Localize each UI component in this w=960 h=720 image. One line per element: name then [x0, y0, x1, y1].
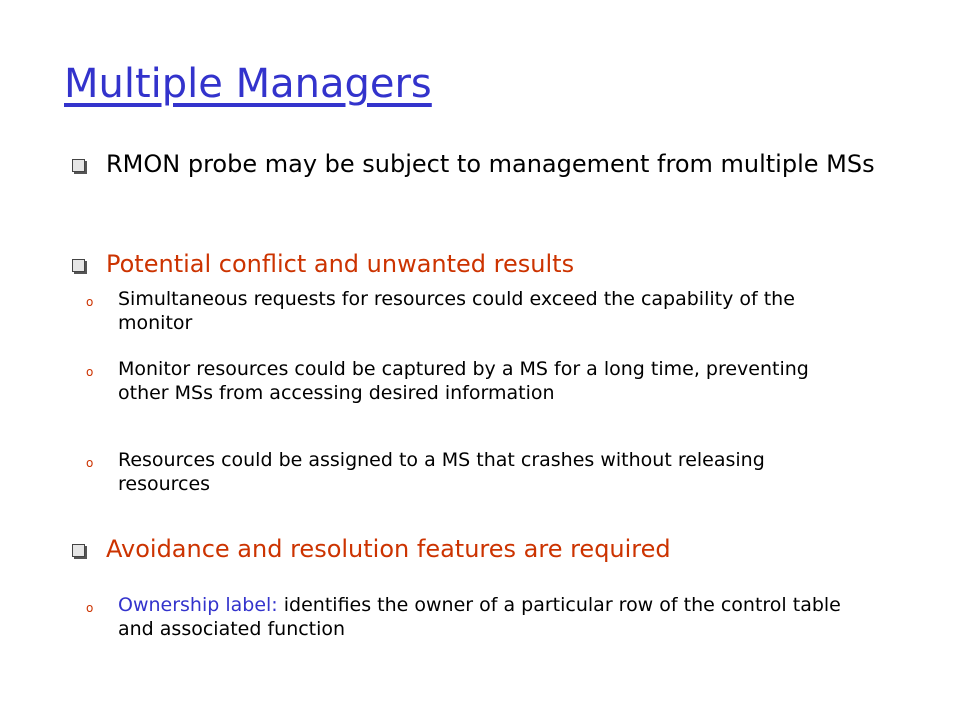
ownership-label-description: identifies the owner of a particular row of the control table and associated function	[118, 594, 841, 640]
sub-bullet-text	[118, 594, 858, 641]
sub-bullet-text: Simultaneous requests for resources could exceed the capability of the monitor	[118, 288, 795, 334]
bullet-text: Avoidance and resolution features are required	[106, 535, 671, 563]
sub-bullet-text: Monitor resources could be captured by a MS for a long time, preventing other MSs from accessing desired information	[118, 358, 809, 404]
circle-bullet-icon: o	[86, 456, 94, 470]
circle-bullet-icon: o	[86, 295, 94, 309]
circle-bullet-icon: o	[86, 365, 94, 379]
slide-title: Multiple Managers	[64, 61, 432, 107]
bullet-text: Potential conflict and unwanted results	[106, 250, 575, 278]
ownership-label-term: Ownership label:	[118, 594, 278, 616]
bullet-text: RMON probe may be subject to management from multiple MSs	[106, 150, 875, 178]
square-bullet-icon	[72, 544, 85, 557]
circle-bullet-icon: o	[86, 601, 94, 615]
sub-bullet-text: Resources could be assigned to a MS that crashes without releasing resources	[118, 449, 765, 495]
square-bullet-icon	[72, 159, 85, 172]
square-bullet-icon	[72, 259, 85, 272]
